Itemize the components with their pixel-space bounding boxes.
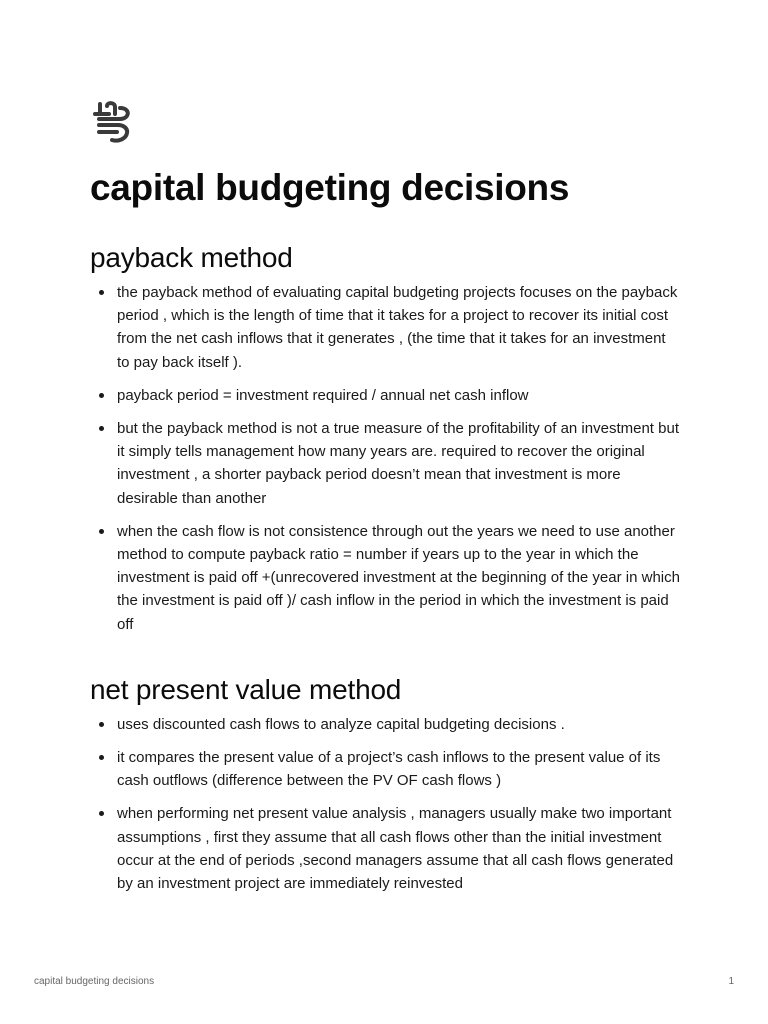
footer-page-number: 1: [728, 976, 734, 987]
wind-icon: [90, 100, 130, 144]
section-heading-payback: payback method: [90, 242, 293, 273]
footer-document-title: capital budgeting decisions: [34, 976, 155, 987]
document-title: capital budgeting decisions: [90, 167, 570, 208]
list-item: when the cash flow is not consistence through out the years we need to use another method to compute payback ratio = number if years up to the year in which the investment is paid off +(unrecovered investment at the beginning of the year in which the investment is paid off )/ cash inflow in the period in which the investment is paid off: [117, 520, 680, 636]
payback-bullet-list: [90, 281, 680, 636]
list-item: but the payback method is not a true measure of the profitability of an investment but it simply tells management how many years are. required to recover the original investment , a shorter payback period doesn’t mean that investment is more desirable than another: [117, 417, 680, 510]
list-item: payback period = investment required / annual net cash inflow: [117, 384, 680, 407]
list-item: it compares the present value of a project’s cash inflows to the present value of its cash outflows (difference between the PV OF cash flows ): [117, 746, 680, 792]
npv-bullet-list: [90, 713, 680, 895]
list-item: uses discounted cash flows to analyze capital budgeting decisions .: [117, 713, 680, 736]
section-heading-npv: net present value method: [90, 673, 402, 705]
list-item: when performing net present value analysis , managers usually make two important assumptions , first they assume that all cash flows other than the initial investment occur at the end of periods ,second managers assume that all cash flows generated by an investment project are immediately reinvested: [117, 802, 680, 895]
list-item: the payback method of evaluating capital budgeting projects focuses on the payback period , which is the length of time that it takes for a project to recover its initial cost from the net cash inflows that it generates , (the time that it takes for an investment to pay back itself ).: [117, 281, 680, 374]
document-page: [90, 100, 680, 905]
